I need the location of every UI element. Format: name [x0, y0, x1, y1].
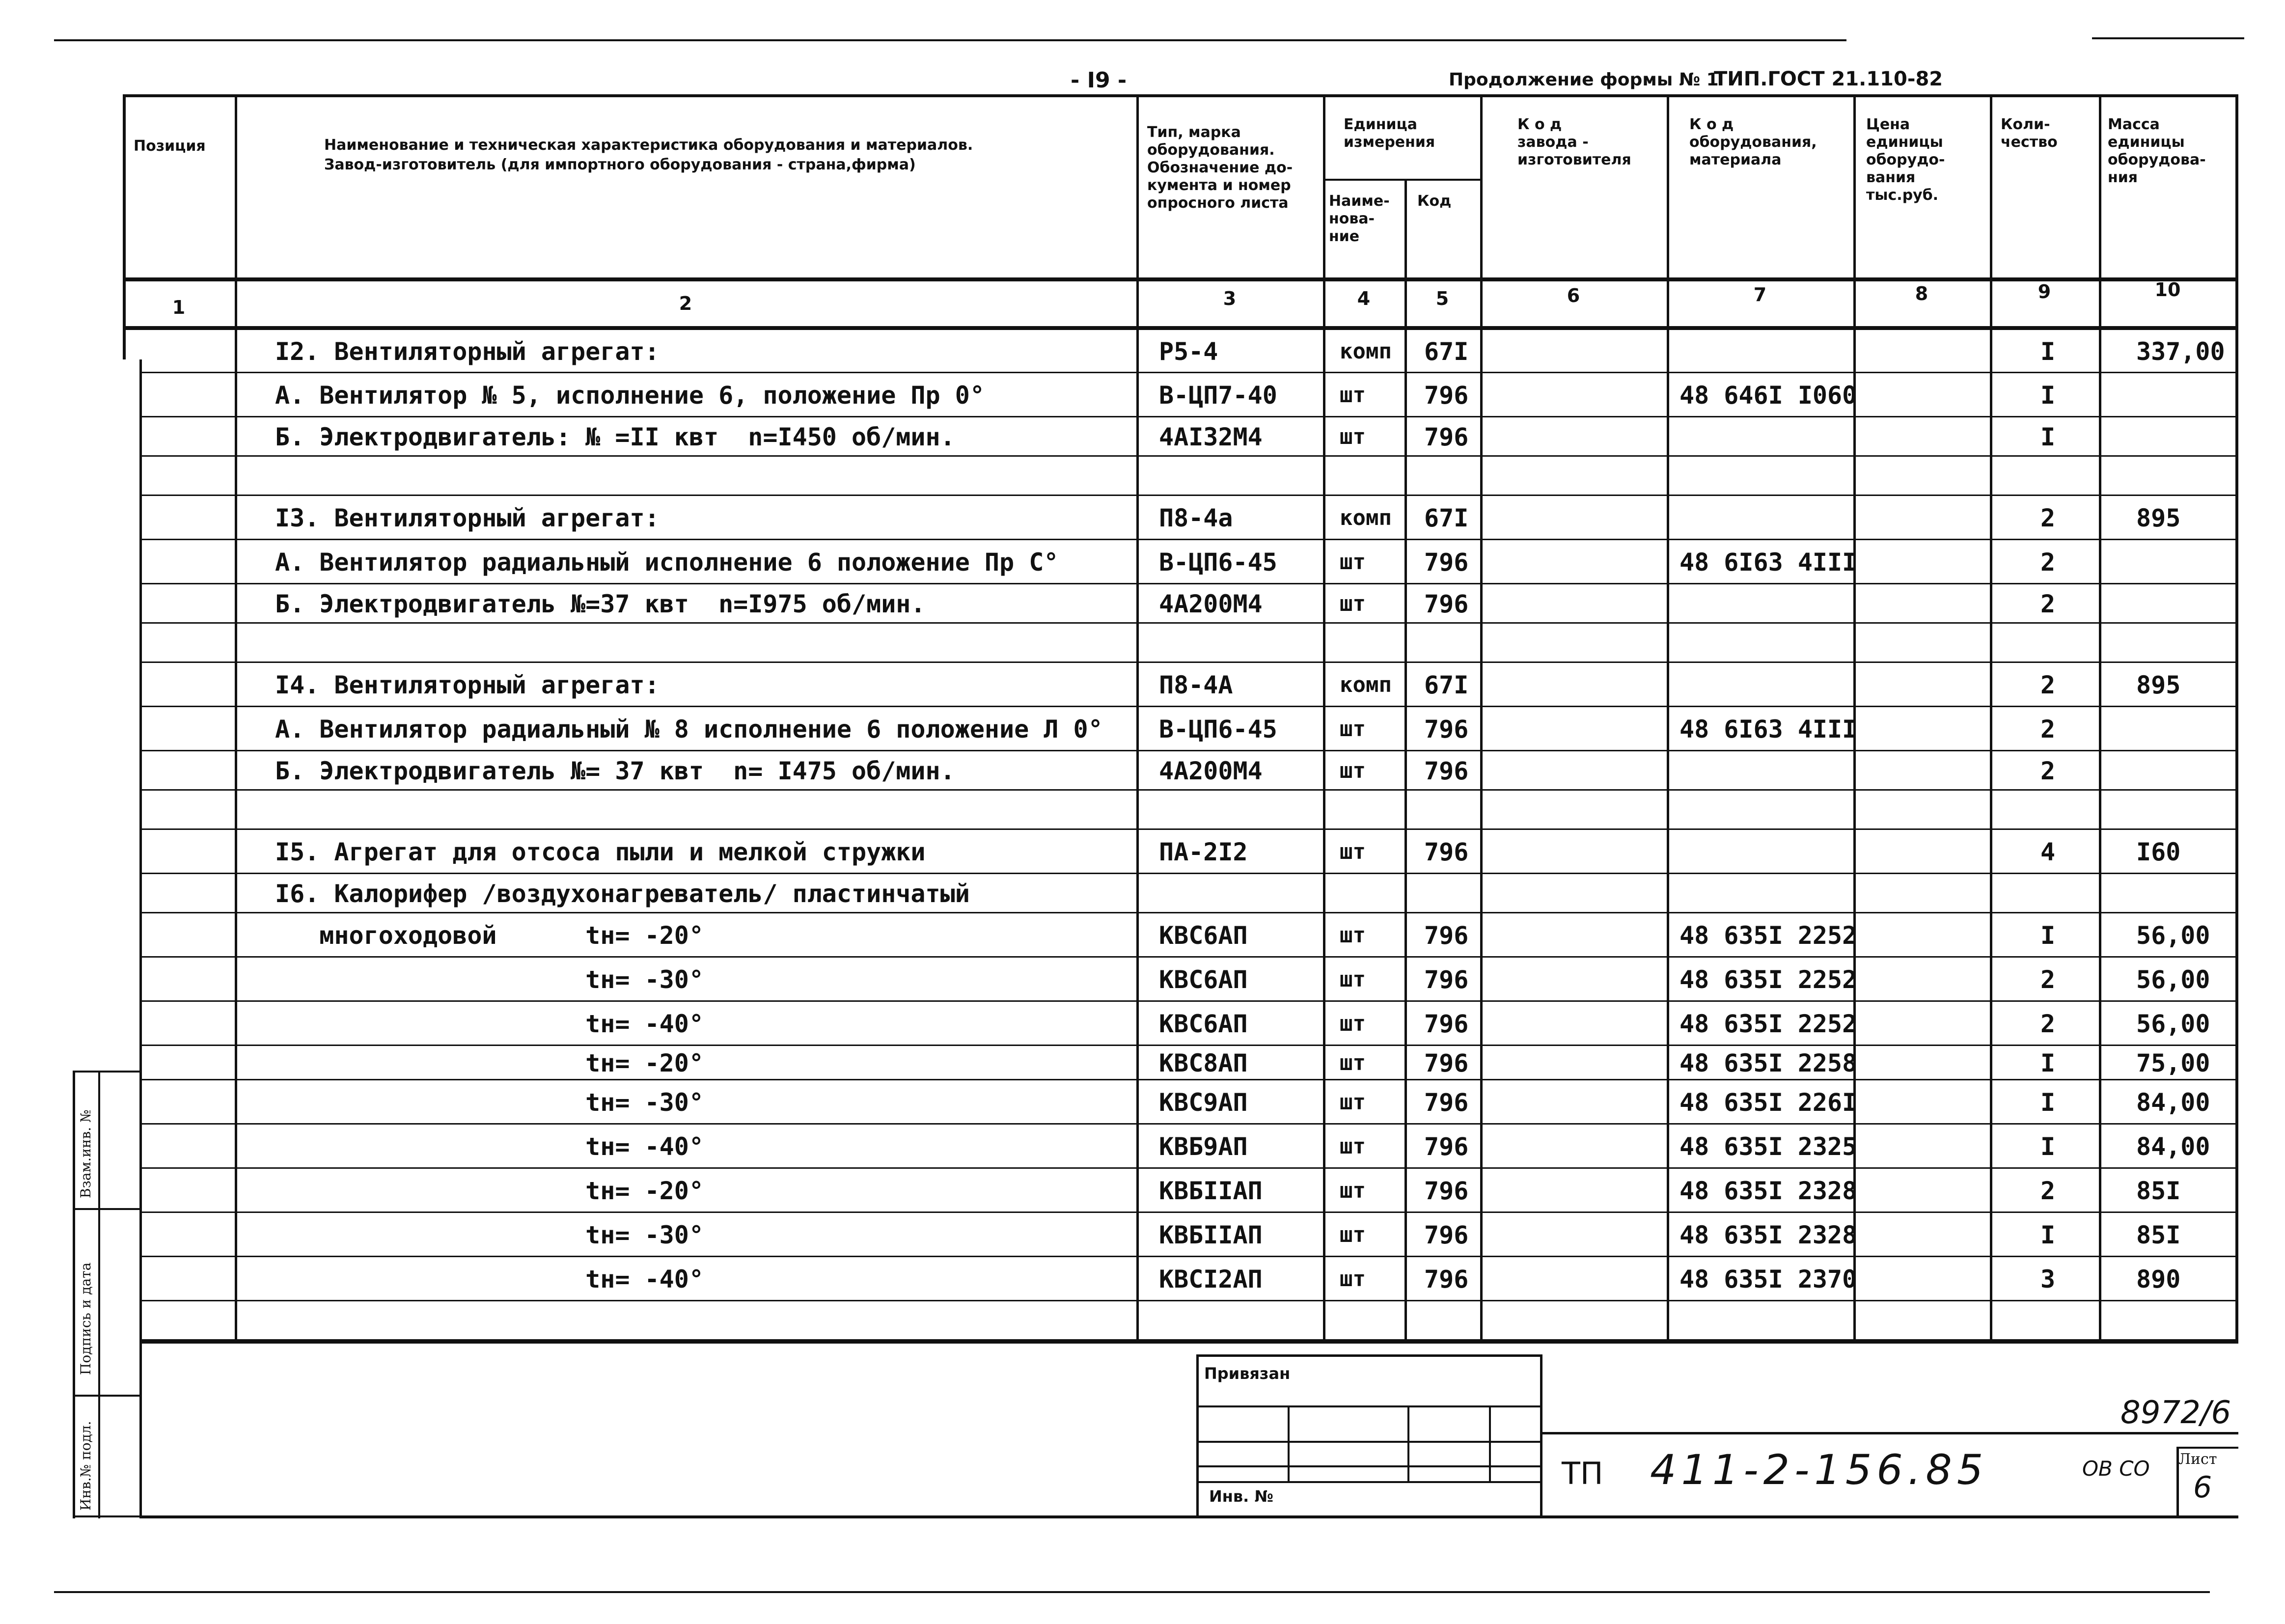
row-type: КВС8АП: [1159, 1049, 1248, 1077]
row-unit-code: 796: [1424, 381, 1469, 410]
colnum-3: 3: [1223, 288, 1237, 309]
row-name: tн= -20°: [275, 1177, 704, 1205]
row-separator: [139, 789, 2238, 791]
row-quantity: 2: [2040, 1010, 2056, 1038]
side-label-podpis: Подпись и дата: [78, 1262, 94, 1375]
header-factory-code: К о д завода - изготовителя: [1517, 116, 1631, 168]
header-bottom-line: [123, 277, 2238, 281]
row-separator: [139, 828, 2238, 830]
colnum-6: 6: [1567, 285, 1580, 306]
row-name: А. Вентилятор № 5, исполнение 6, положение Пр 0°: [275, 381, 985, 410]
table-left-border: [123, 94, 126, 359]
bottom-scan-line: [54, 1591, 2210, 1593]
row-name: I4. Вентиляторный агрегат:: [275, 671, 660, 699]
privyazan-top: [1196, 1354, 1542, 1357]
row-quantity: I: [2040, 1132, 2056, 1161]
privyazan-label: Привязан: [1204, 1364, 1291, 1383]
row-type: КВС6АП: [1159, 921, 1248, 950]
colnum-10: 10: [2154, 279, 2181, 301]
row-unit: шт: [1340, 383, 1366, 408]
row-quantity: I: [2040, 921, 2056, 950]
row-unit-code: 67I: [1424, 504, 1469, 532]
row-type: КВС6АП: [1159, 965, 1248, 994]
row-type: КВБIIАП: [1159, 1177, 1263, 1205]
row-mass: 895: [2136, 504, 2181, 532]
header-quantity: Коли- чество: [2001, 116, 2058, 151]
row-unit-code: 796: [1424, 921, 1469, 950]
row-separator: [139, 1300, 2238, 1301]
top-scan-line-right: [2092, 37, 2244, 39]
row-name: tн= -30°: [275, 1088, 704, 1117]
row-unit-code: 796: [1424, 423, 1469, 451]
frame-left-lower: [139, 359, 142, 1518]
row-unit-code: 796: [1424, 590, 1469, 618]
col-line-1: [235, 94, 237, 1344]
row-mass: I60: [2136, 838, 2181, 866]
row-name: tн= -40°: [275, 1132, 704, 1161]
row-name: tн= -40°: [275, 1010, 704, 1038]
row-material-code: 48 6I63 4III: [1679, 548, 1857, 577]
row-unit-code: 796: [1424, 1265, 1469, 1294]
colnum-5: 5: [1435, 288, 1449, 309]
continuation-label: Продолжение формы № 1: [1449, 70, 1719, 90]
frame-bottom: [139, 1515, 2238, 1518]
col-line-5: [1480, 94, 1483, 1344]
row-mass: 56,00: [2136, 965, 2210, 994]
colnum-4: 4: [1357, 288, 1371, 309]
row-name: I3. Вентиляторный агрегат:: [275, 504, 660, 532]
row-unit-code: 796: [1424, 1177, 1469, 1205]
header-unit: Единица измерения: [1344, 116, 1435, 151]
row-type: КВБIIАП: [1159, 1221, 1263, 1249]
col-line-6: [1667, 94, 1669, 1344]
row-unit: шт: [1340, 758, 1366, 783]
row-name: Б. Электродвигатель: № =II квт n=I450 об/мин.: [275, 423, 955, 451]
side-strip-div2: [73, 1395, 141, 1397]
colnum-1: 1: [172, 297, 186, 318]
header-unit-code: Код: [1417, 193, 1452, 210]
row-unit-code: 67I: [1424, 337, 1469, 366]
side-label-vzam: Взам.инв. №: [78, 1109, 94, 1198]
row-type: КВС6АП: [1159, 1010, 1248, 1038]
row-name: многоходовой tн= -20°: [275, 921, 704, 950]
privyazan-col2: [1407, 1405, 1409, 1483]
row-unit: шт: [1340, 550, 1366, 575]
row-quantity: 2: [2040, 671, 2056, 699]
row-separator: [139, 495, 2238, 496]
row-mass: 85I: [2136, 1177, 2181, 1205]
row-unit: шт: [1340, 1050, 1366, 1075]
table-body-bottom: [139, 1341, 2238, 1344]
privyazan-col1: [1288, 1405, 1290, 1483]
row-unit-code: 796: [1424, 838, 1469, 866]
row-type: П8-4А: [1159, 671, 1233, 699]
sheet-label: Лист: [2178, 1451, 2217, 1468]
header-type: Тип, марка оборудования. Обозначение до- кумента и номер опросного листа: [1147, 124, 1293, 212]
row-quantity: 3: [2040, 1265, 2056, 1294]
row-quantity: I: [2040, 1221, 2056, 1249]
row-type: В-ЦП7-40: [1159, 381, 1277, 410]
row-unit: шт: [1340, 923, 1366, 948]
row-separator: [139, 622, 2238, 624]
row-quantity: I: [2040, 1088, 2056, 1117]
side-strip-mid: [98, 1071, 100, 1518]
side-strip-top: [73, 1071, 141, 1073]
col-line-3: [1323, 94, 1325, 1344]
doc-number: 8972/6: [2120, 1395, 2231, 1431]
row-name: I2. Вентиляторный агрегат:: [275, 337, 660, 366]
row-separator: [139, 1256, 2238, 1257]
privyazan-left: [1196, 1354, 1199, 1518]
row-material-code: 48 635I 2258: [1679, 1049, 1857, 1077]
row-separator: [139, 583, 2238, 584]
row-unit: шт: [1340, 839, 1366, 864]
row-material-code: 48 635I 2252: [1679, 965, 1857, 994]
row-type: КВСI2АП: [1159, 1265, 1263, 1294]
row-material-code: 48 646I I060: [1679, 381, 1857, 410]
row-mass: 75,00: [2136, 1049, 2210, 1077]
row-name: tн= -40°: [275, 1265, 704, 1294]
row-unit-code: 796: [1424, 1132, 1469, 1161]
sheet-number: 6: [2193, 1470, 2212, 1505]
row-name: I6. Калорифер /воздухонагреватель/ пластинчатый: [275, 880, 970, 908]
row-type: П8-4а: [1159, 504, 1233, 532]
row-separator: [139, 1079, 2238, 1080]
header-name-line2: Завод-изготовитель (для импортного оборудования - страна,фирма): [324, 156, 916, 173]
row-mass: 84,00: [2136, 1132, 2210, 1161]
top-scan-line: [54, 39, 1846, 41]
header-mass: Масса единицы оборудова- ния: [2108, 116, 2206, 186]
row-unit: шт: [1340, 1134, 1366, 1159]
row-separator: [139, 1211, 2238, 1213]
row-quantity: I: [2040, 381, 2056, 410]
row-material-code: 48 635I 226I: [1679, 1088, 1857, 1117]
row-material-code: 48 6I63 4III: [1679, 715, 1857, 743]
row-quantity: 2: [2040, 965, 2056, 994]
row-quantity: 2: [2040, 757, 2056, 785]
row-separator: [139, 912, 2238, 913]
row-unit-code: 796: [1424, 1049, 1469, 1077]
row-quantity: I: [2040, 423, 2056, 451]
row-mass: 890: [2136, 1265, 2181, 1294]
row-mass: 85I: [2136, 1221, 2181, 1249]
row-unit: шт: [1340, 1266, 1366, 1292]
row-unit: шт: [1340, 591, 1366, 616]
row-separator: [139, 750, 2238, 751]
row-type: КВБ9АП: [1159, 1132, 1248, 1161]
row-mass: 56,00: [2136, 921, 2210, 950]
header-price: Цена единицы оборудо- вания тыс.руб.: [1866, 116, 1945, 204]
row-unit-code: 67I: [1424, 671, 1469, 699]
side-label-inv-podl: Инв.№ подл.: [78, 1421, 94, 1511]
row-unit: комп: [1340, 672, 1392, 697]
row-unit: шт: [1340, 967, 1366, 992]
colnum-8: 8: [1915, 283, 1928, 304]
row-separator: [139, 455, 2238, 457]
colnum-2: 2: [679, 293, 692, 314]
row-material-code: 48 635I 2252: [1679, 1010, 1857, 1038]
colnum-9: 9: [2037, 281, 2051, 303]
section-code: ОВ СО: [2082, 1457, 2150, 1481]
row-unit: шт: [1340, 716, 1366, 742]
row-name: tн= -30°: [275, 965, 704, 994]
side-strip-bottom: [73, 1515, 141, 1517]
row-quantity: 2: [2040, 504, 2056, 532]
colnum-bottom-line: [123, 326, 2238, 330]
table-top-border: [123, 94, 2238, 97]
row-unit: комп: [1340, 339, 1392, 364]
row-separator: [139, 706, 2238, 707]
tp-label: ТП: [1562, 1456, 1603, 1491]
row-unit-code: 796: [1424, 1088, 1469, 1117]
privyazan-right: [1540, 1354, 1542, 1518]
row-separator: [139, 539, 2238, 540]
sheet-box-top: [2176, 1447, 2238, 1449]
row-mass: 56,00: [2136, 1010, 2210, 1038]
title-block-top: [1542, 1432, 2238, 1434]
row-mass: 895: [2136, 671, 2181, 699]
side-strip-left: [73, 1071, 75, 1518]
row-material-code: 48 635I 2328: [1679, 1221, 1857, 1249]
row-mass: 337,00: [2136, 337, 2225, 366]
row-material-code: 48 635I 2370: [1679, 1265, 1857, 1294]
row-name: Б. Электродвигатель №=37 квт n=I975 об/мин.: [275, 590, 926, 618]
header-position: Позиция: [134, 138, 206, 155]
row-name: tн= -30°: [275, 1221, 704, 1249]
col-line-2: [1136, 94, 1139, 1344]
row-separator: [139, 1045, 2238, 1046]
inv-no-label: Инв. №: [1209, 1487, 1273, 1506]
row-unit-code: 796: [1424, 1221, 1469, 1249]
col-line-4: [1404, 179, 1407, 1344]
row-type: КВС9АП: [1159, 1088, 1248, 1117]
row-material-code: 48 635I 2325: [1679, 1132, 1857, 1161]
row-material-code: 48 635I 2328: [1679, 1177, 1857, 1205]
row-type: ПА-2I2: [1159, 838, 1248, 866]
row-separator: [139, 1167, 2238, 1169]
row-unit: шт: [1340, 1011, 1366, 1036]
row-unit-code: 796: [1424, 965, 1469, 994]
header-unit-name: Наиме- нова- ние: [1329, 193, 1390, 245]
row-unit: шт: [1340, 1090, 1366, 1115]
row-type: В-ЦП6-45: [1159, 715, 1277, 743]
page-number: - I9 -: [1071, 68, 1127, 93]
row-name: I5. Агрегат для отсоса пыли и мелкой стружки: [275, 838, 926, 866]
row-unit-code: 796: [1424, 548, 1469, 577]
row-separator: [139, 661, 2238, 663]
row-quantity: 4: [2040, 838, 2056, 866]
row-type: 4А200М4: [1159, 757, 1263, 785]
unit-subheader-line: [1324, 179, 1481, 181]
row-quantity: 2: [2040, 715, 2056, 743]
row-separator: [139, 873, 2238, 874]
row-quantity: 2: [2040, 590, 2056, 618]
standard-label: ТИП.ГОСТ 21.110-82: [1714, 68, 1943, 90]
row-unit-code: 796: [1424, 1010, 1469, 1038]
row-name: А. Вентилятор радиальный исполнение 6 положение Пр C°: [275, 548, 1059, 577]
row-unit: шт: [1340, 1178, 1366, 1203]
row-type: 4АI32М4: [1159, 423, 1263, 451]
row-unit-code: 796: [1424, 715, 1469, 743]
row-unit: шт: [1340, 1222, 1366, 1247]
row-quantity: I: [2040, 1049, 2056, 1077]
row-separator: [139, 1123, 2238, 1125]
header-material-code: К о д оборудования, материала: [1689, 116, 1817, 168]
privyazan-col3: [1489, 1405, 1491, 1483]
row-quantity: 2: [2040, 548, 2056, 577]
row-quantity: I: [2040, 337, 2056, 366]
colnum-7: 7: [1753, 284, 1767, 305]
row-name: Б. Электродвигатель №= 37 квт n= I475 об/мин.: [275, 757, 955, 785]
row-type: Р5-4: [1159, 337, 1218, 366]
tp-number: 411-2-156.85: [1650, 1446, 1988, 1494]
row-type: 4А200М4: [1159, 590, 1263, 618]
row-quantity: 2: [2040, 1177, 2056, 1205]
row-separator: [139, 1000, 2238, 1002]
row-separator: [139, 956, 2238, 958]
row-name: tн= -20°: [275, 1049, 704, 1077]
row-unit-code: 796: [1424, 757, 1469, 785]
row-separator: [139, 372, 2238, 373]
row-type: В-ЦП6-45: [1159, 548, 1277, 577]
row-separator: [139, 416, 2238, 417]
side-strip-div1: [73, 1208, 141, 1210]
row-material-code: 48 635I 2252: [1679, 921, 1857, 950]
row-unit: комп: [1340, 505, 1392, 530]
header-name-line1: Наименование и техническая характеристика оборудования и материалов.: [324, 137, 973, 154]
row-unit: шт: [1340, 424, 1366, 449]
row-name: А. Вентилятор радиальный № 8 исполнение 6 положение Л 0°: [275, 715, 1103, 743]
row-mass: 84,00: [2136, 1088, 2210, 1117]
